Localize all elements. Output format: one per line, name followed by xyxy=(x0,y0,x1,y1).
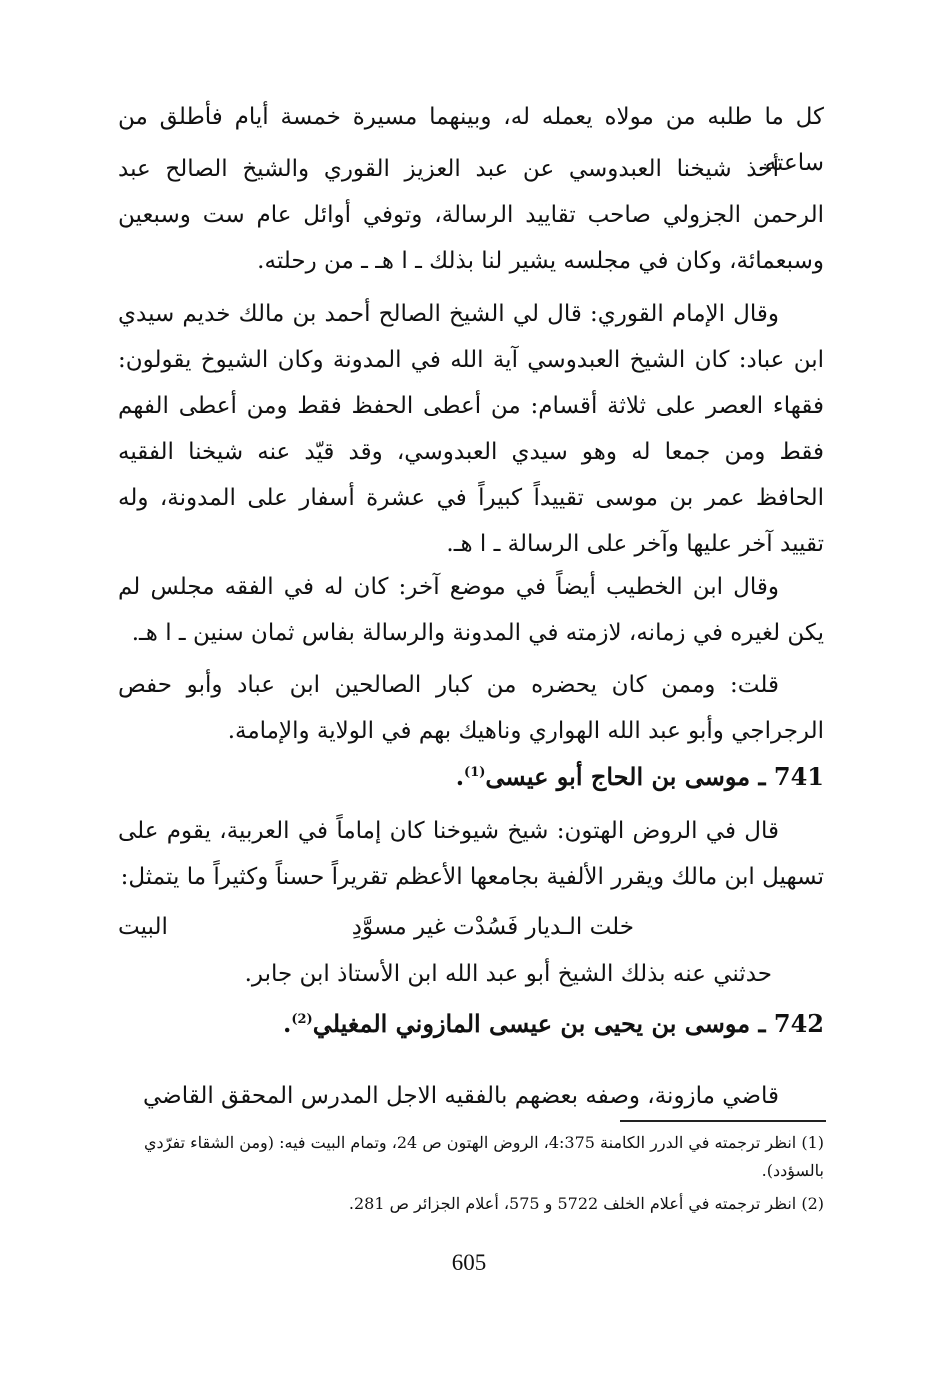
page-number: 605 xyxy=(451,1250,487,1275)
paragraph-7: قاضي مازونة، وصفه بعضهم بالفقيه الاجل المدرس المحقق القاضي xyxy=(143,1083,779,1109)
paragraph-2: أخذ شيخنا العبدوسي عن عبد العزيز القوري والشيخ الصالح عبد الرحمن الجزولي صاحب تقاييد الرسالة، وتوفي أوائل عام ست وسبعين وسبعمائة، وكان في مجلسه يشير لنا بذلك ـ ا هـ ـ من رحلته. xyxy=(118,156,824,274)
footnote-ref-2: (2) xyxy=(291,1012,313,1027)
entry-heading-741 xyxy=(118,750,824,800)
entry-end-dot: . xyxy=(282,1009,292,1038)
paragraph-4: وقال ابن الخطيب أيضاً في موضع آخر: كان له في الفقه مجلس لم يكن لغيره في زمانه، لازمته في المدونة والرسالة بفاس ثمان سنين ـ ا هـ. xyxy=(118,574,824,646)
entry-end-dot: . xyxy=(455,762,465,791)
entry-heading-742 xyxy=(118,997,824,1047)
footnote-ref-1: (1) xyxy=(464,765,486,780)
paragraph-5: قلت: وممن كان يحضره من كبار الصالحين ابن عباد وأبو حفص الرجراجي وأبو عبد الله الهواري وناهيك بهم في الولاية والإمامة. xyxy=(118,672,824,744)
footnote-1: (1) انظر ترجمته في الدرر الكامنة 4:375، الروض الهتون ص 24، وتمام البيت فيه: (ومن الشقاء تفرّدي بالسؤدد). xyxy=(144,1133,824,1180)
footnote-2: (2) انظر ترجمته في أعلام الخلف 5722 و 575، أعلام الجزائر ص 281. xyxy=(348,1194,824,1213)
paragraph-3: وقال الإمام القوري: قال لي الشيخ الصالح أحمد بن مالك خديم سيدي ابن عباد: كان الشيخ العبدوسي آية الله في المدونة وكان الشيوخ يقولون: فقهاء العصر على ثلاثة أقسام: من أعطى الحفظ فقط ومن أعطى الفهم فقط ومن جمعا له وهو سيدي العبدوسي، وقد قيّد عنه شيخنا الفقيه الحافظ عمر بن موسى تقييداً كبيراً في عشرة أسفار على المدونة، وله تقييد آخر عليها وآخر على الرسالة ـ ا هـ. xyxy=(118,301,824,557)
footnote-divider xyxy=(620,1120,826,1122)
paragraph-6: قال في الروض الهتون: شيخ شيوخنا كان إماماً في العربية، يقوم على تسهيل ابن مالك ويقرر الألفية بجامعها الأعظم تقريراً حسناً وكثيراً ما يتمثل: xyxy=(118,818,824,890)
poetry-verse xyxy=(118,904,824,950)
verse-line: خلت الـديار فَسُدْت غير مسوَّدِ xyxy=(351,914,634,940)
paragraph-1: كل ما طلبه من مولاه يعمله له، وبينهما مسيرة خمسة أيام فأطلق من ساعته. xyxy=(118,104,824,176)
entry-title: 741 ـ موسى بن الحاج أبو عيسى xyxy=(485,762,824,791)
entry-title: 742 ـ موسى بن يحيى بن عيسى المازوني المغيلي xyxy=(312,1009,824,1038)
verse-label: البيت xyxy=(118,914,168,940)
narration-line: حدثني عنه بذلك الشيخ أبو عبد الله ابن الأستاذ ابن جابر. xyxy=(244,961,772,987)
